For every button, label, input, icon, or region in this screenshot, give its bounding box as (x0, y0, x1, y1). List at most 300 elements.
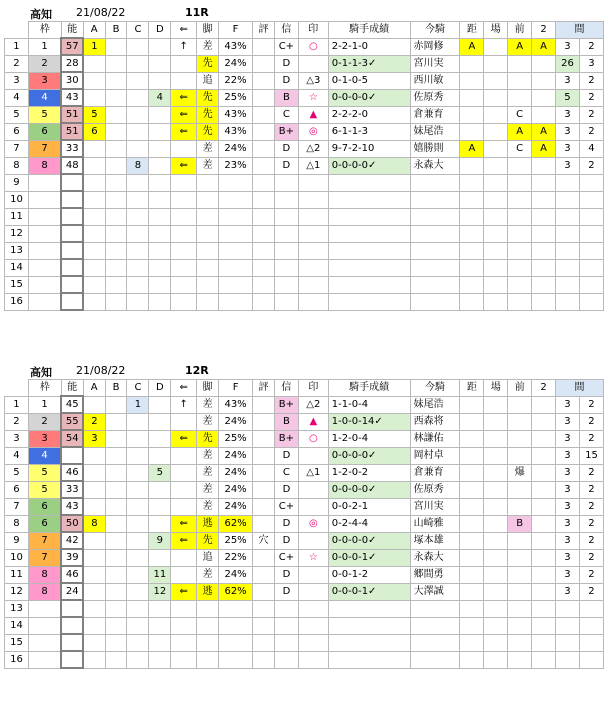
cell-ba (484, 515, 508, 532)
cell-mae (508, 498, 532, 515)
column-header: 間 (556, 380, 604, 397)
cell-kan1: 3 (556, 106, 580, 123)
cell-shin: B (274, 413, 298, 430)
cell-no: 3 (5, 72, 29, 89)
cell-empty (171, 259, 197, 276)
cell-empty (460, 293, 484, 310)
column-header (5, 380, 29, 397)
cell-empty (410, 634, 460, 651)
cell-empty (508, 600, 532, 617)
cell-empty (105, 651, 127, 668)
cell-arrow: ↑ (171, 38, 197, 55)
cell-ba (484, 89, 508, 106)
cell-kyori (460, 157, 484, 174)
cell-arrow: ⇐ (171, 157, 197, 174)
column-header: 前 (508, 380, 532, 397)
cell-kan2: 2 (579, 396, 603, 413)
cell-hyo (253, 157, 275, 174)
cell-empty (105, 617, 127, 634)
cell-jockey: 2-2-2-0 (328, 106, 410, 123)
cell-shin: C+ (274, 549, 298, 566)
cell-nou: 54 (61, 430, 83, 447)
cell-hyo (253, 123, 275, 140)
cell-empty (532, 225, 556, 242)
cell-mae (508, 532, 532, 549)
cell-empty (460, 651, 484, 668)
cell-mae (508, 55, 532, 72)
cell-empty (298, 634, 328, 651)
cell-nou: 33 (61, 140, 83, 157)
cell-b (105, 89, 127, 106)
cell-ba (484, 583, 508, 600)
cell-empty (197, 293, 219, 310)
cell-empty (219, 174, 253, 191)
cell-empty (83, 651, 105, 668)
cell-empty (579, 174, 603, 191)
cell-d: 9 (149, 532, 171, 549)
table-row (5, 106, 604, 123)
cell-arrow: ⇐ (171, 532, 197, 549)
cell-kan2: 2 (579, 481, 603, 498)
cell-empty (410, 174, 460, 191)
cell-empty (298, 208, 328, 225)
cell-empty (197, 174, 219, 191)
race-date: 21/08/22 (76, 364, 126, 377)
cell-no: 5 (5, 464, 29, 481)
cell-kyaku: 差 (197, 413, 219, 430)
cell-b (105, 106, 127, 123)
cell-empty (253, 225, 275, 242)
cell-empty (197, 259, 219, 276)
cell-empty (127, 259, 149, 276)
cell-ima: 岡村卓 (410, 447, 460, 464)
cell-c (127, 55, 149, 72)
cell-jockey: 1-2-0-4 (328, 430, 410, 447)
cell-empty (127, 174, 149, 191)
cell-empty (28, 174, 61, 191)
cell-empty (460, 600, 484, 617)
table-row (5, 430, 604, 447)
cell-shin: B+ (274, 396, 298, 413)
cell-kyaku: 逃 (197, 515, 219, 532)
cell-shirushi: △1 (298, 157, 328, 174)
cell-empty (410, 293, 460, 310)
cell-kyori (460, 583, 484, 600)
cell-kan1: 3 (556, 157, 580, 174)
cell-shirushi: △1 (298, 464, 328, 481)
cell-mae: 爆 (508, 464, 532, 481)
cell-empty (61, 174, 83, 191)
cell-empty (298, 617, 328, 634)
cell-d: 4 (149, 89, 171, 106)
cell-kyori (460, 72, 484, 89)
cell-empty (171, 617, 197, 634)
cell-mae (508, 157, 532, 174)
column-header: 枠 (28, 22, 61, 39)
cell-empty (197, 191, 219, 208)
cell-empty (532, 259, 556, 276)
cell-empty (328, 191, 410, 208)
cell-shirushi: ☆ (298, 549, 328, 566)
cell-f: 43% (219, 106, 253, 123)
cell-shin: D (274, 55, 298, 72)
cell-kyaku: 先 (197, 123, 219, 140)
cell-kan2: 2 (579, 549, 603, 566)
cell-jockey: 0-0-0-0✓ (328, 481, 410, 498)
cell-ima: 嬉勝則 (410, 140, 460, 157)
cell-a: 6 (83, 123, 105, 140)
cell-waku: 7 (28, 549, 61, 566)
cell-empty (219, 600, 253, 617)
cell-c (127, 515, 149, 532)
cell-d (149, 549, 171, 566)
cell-jockey: 0-0-0-0✓ (328, 532, 410, 549)
cell-empty (253, 617, 275, 634)
column-header: 脚 (197, 22, 219, 39)
cell-ba (484, 413, 508, 430)
cell-empty (149, 651, 171, 668)
cell-hyo (253, 447, 275, 464)
cell-empty (171, 651, 197, 668)
empty-row (5, 225, 604, 242)
cell-empty (508, 225, 532, 242)
cell-kan1: 3 (556, 430, 580, 447)
cell-hyo (253, 72, 275, 89)
cell-ba (484, 430, 508, 447)
cell-empty (328, 634, 410, 651)
cell-arrow (171, 481, 197, 498)
cell-shirushi: ○ (298, 38, 328, 55)
column-header: 評 (253, 22, 275, 39)
cell-empty (328, 293, 410, 310)
cell-empty (28, 208, 61, 225)
cell-empty (328, 276, 410, 293)
cell-empty (83, 276, 105, 293)
cell-empty (508, 634, 532, 651)
cell-ba (484, 532, 508, 549)
cell-no: 16 (5, 651, 29, 668)
cell-empty (149, 191, 171, 208)
cell-ni (532, 55, 556, 72)
table-row (5, 498, 604, 515)
cell-empty (274, 617, 298, 634)
cell-kyori (460, 106, 484, 123)
cell-arrow: ⇐ (171, 583, 197, 600)
cell-empty (484, 174, 508, 191)
cell-shin: B+ (274, 430, 298, 447)
cell-empty (274, 293, 298, 310)
cell-jockey: 0-0-0-0✓ (328, 157, 410, 174)
cell-kyaku: 差 (197, 396, 219, 413)
cell-shirushi: ◎ (298, 123, 328, 140)
cell-f: 62% (219, 583, 253, 600)
cell-empty (508, 651, 532, 668)
cell-ni (532, 515, 556, 532)
cell-empty (410, 276, 460, 293)
column-header: 脚 (197, 380, 219, 397)
cell-shirushi (298, 55, 328, 72)
cell-empty (149, 293, 171, 310)
cell-mae (508, 413, 532, 430)
cell-empty (484, 600, 508, 617)
cell-d (149, 498, 171, 515)
cell-no: 7 (5, 140, 29, 157)
cell-jockey: 1-1-0-4 (328, 396, 410, 413)
cell-nou: 48 (61, 157, 83, 174)
cell-kan1: 3 (556, 515, 580, 532)
cell-empty (219, 651, 253, 668)
cell-hyo (253, 583, 275, 600)
cell-empty (219, 634, 253, 651)
column-header: A (83, 380, 105, 397)
cell-a (83, 55, 105, 72)
cell-f: 25% (219, 89, 253, 106)
cell-kyori (460, 89, 484, 106)
cell-kyori: A (460, 140, 484, 157)
cell-ni: A (532, 123, 556, 140)
cell-ima: 塚本雄 (410, 532, 460, 549)
cell-b (105, 498, 127, 515)
cell-ni (532, 549, 556, 566)
cell-kan2: 2 (579, 38, 603, 55)
cell-empty (61, 225, 83, 242)
cell-kan1: 3 (556, 413, 580, 430)
column-header: 距 (460, 22, 484, 39)
cell-kan1: 3 (556, 481, 580, 498)
cell-ima: 山崎雅 (410, 515, 460, 532)
cell-hyo (253, 566, 275, 583)
cell-empty (83, 242, 105, 259)
empty-row (5, 617, 604, 634)
cell-empty (149, 242, 171, 259)
cell-ima: 大澤誠 (410, 583, 460, 600)
cell-hyo (253, 55, 275, 72)
column-header: D (149, 380, 171, 397)
cell-empty (127, 600, 149, 617)
cell-kan2: 2 (579, 532, 603, 549)
column-header: A (83, 22, 105, 39)
cell-ima: 赤岡修 (410, 38, 460, 55)
cell-shin: C+ (274, 38, 298, 55)
cell-arrow (171, 498, 197, 515)
cell-kyori (460, 481, 484, 498)
table-row (5, 413, 604, 430)
cell-kan1: 3 (556, 532, 580, 549)
cell-empty (105, 634, 127, 651)
cell-shirushi (298, 481, 328, 498)
cell-no: 2 (5, 413, 29, 430)
cell-empty (532, 208, 556, 225)
cell-shirushi: ▲ (298, 106, 328, 123)
cell-shin: D (274, 481, 298, 498)
cell-waku: 8 (28, 157, 61, 174)
cell-c (127, 498, 149, 515)
cell-ni: A (532, 140, 556, 157)
cell-d (149, 396, 171, 413)
cell-nou: 45 (61, 396, 83, 413)
cell-shin: B (274, 89, 298, 106)
cell-empty (127, 617, 149, 634)
cell-hyo (253, 515, 275, 532)
cell-ni (532, 481, 556, 498)
cell-hyo (253, 140, 275, 157)
cell-nou: 43 (61, 498, 83, 515)
cell-ni (532, 430, 556, 447)
cell-empty (171, 634, 197, 651)
cell-kyaku: 差 (197, 498, 219, 515)
cell-no: 9 (5, 532, 29, 549)
cell-empty (219, 617, 253, 634)
cell-ba (484, 72, 508, 89)
cell-b (105, 55, 127, 72)
cell-kyori (460, 55, 484, 72)
cell-f: 24% (219, 498, 253, 515)
cell-jockey: 6-1-1-3 (328, 123, 410, 140)
cell-ni (532, 464, 556, 481)
cell-c (127, 123, 149, 140)
cell-waku: 6 (28, 515, 61, 532)
cell-empty (253, 259, 275, 276)
column-header: 前 (508, 22, 532, 39)
cell-empty (253, 174, 275, 191)
cell-empty (127, 651, 149, 668)
cell-empty (532, 191, 556, 208)
cell-empty (328, 174, 410, 191)
cell-kan1: 26 (556, 55, 580, 72)
cell-empty (484, 242, 508, 259)
cell-ni (532, 583, 556, 600)
cell-empty (556, 600, 580, 617)
cell-empty (83, 617, 105, 634)
cell-waku: 4 (28, 447, 61, 464)
cell-empty (105, 191, 127, 208)
cell-empty (274, 225, 298, 242)
cell-kyori (460, 549, 484, 566)
cell-empty (105, 293, 127, 310)
cell-nou: 46 (61, 566, 83, 583)
cell-empty (328, 651, 410, 668)
cell-b (105, 140, 127, 157)
cell-empty (127, 191, 149, 208)
cell-no: 1 (5, 396, 29, 413)
race-header (4, 2, 604, 21)
cell-c (127, 140, 149, 157)
cell-jockey: 1-0-0-14✓ (328, 413, 410, 430)
cell-no: 10 (5, 191, 29, 208)
cell-f: 43% (219, 123, 253, 140)
cell-shirushi (298, 583, 328, 600)
cell-kyaku: 先 (197, 532, 219, 549)
cell-a (83, 140, 105, 157)
cell-waku: 5 (28, 464, 61, 481)
cell-c (127, 38, 149, 55)
cell-empty (149, 259, 171, 276)
cell-ba (484, 55, 508, 72)
cell-shin: D (274, 140, 298, 157)
cell-empty (508, 242, 532, 259)
cell-no: 6 (5, 481, 29, 498)
cell-d (149, 55, 171, 72)
cell-b (105, 532, 127, 549)
cell-ni (532, 106, 556, 123)
cell-hyo (253, 106, 275, 123)
cell-empty (460, 225, 484, 242)
cell-empty (28, 600, 61, 617)
cell-no: 15 (5, 276, 29, 293)
cell-empty (105, 225, 127, 242)
cell-shin: D (274, 157, 298, 174)
cell-waku: 3 (28, 72, 61, 89)
cell-waku: 7 (28, 140, 61, 157)
cell-shin: D (274, 532, 298, 549)
table-row (5, 157, 604, 174)
column-header: ⇐ (171, 380, 197, 397)
column-header: 間 (556, 22, 604, 39)
cell-kan2: 2 (579, 123, 603, 140)
cell-kyori (460, 532, 484, 549)
cell-shin: D (274, 447, 298, 464)
cell-shirushi (298, 532, 328, 549)
cell-f: 25% (219, 430, 253, 447)
cell-kyori (460, 430, 484, 447)
cell-ni (532, 498, 556, 515)
cell-empty (28, 242, 61, 259)
cell-hyo (253, 498, 275, 515)
cell-empty (127, 634, 149, 651)
cell-empty (532, 276, 556, 293)
cell-empty (171, 242, 197, 259)
race-number: 11R (185, 6, 209, 19)
cell-no: 12 (5, 583, 29, 600)
cell-empty (171, 276, 197, 293)
cell-empty (28, 276, 61, 293)
cell-empty (532, 600, 556, 617)
table-row (5, 72, 604, 89)
cell-empty (460, 208, 484, 225)
cell-empty (298, 276, 328, 293)
cell-nou (61, 447, 83, 464)
cell-shirushi: △2 (298, 140, 328, 157)
cell-empty (127, 208, 149, 225)
cell-waku: 6 (28, 498, 61, 515)
cell-jockey: 0-0-0-1✓ (328, 549, 410, 566)
cell-empty (298, 174, 328, 191)
cell-empty (556, 617, 580, 634)
cell-empty (83, 174, 105, 191)
cell-shirushi: △2 (298, 396, 328, 413)
cell-empty (410, 225, 460, 242)
cell-a: 5 (83, 106, 105, 123)
cell-waku: 5 (28, 106, 61, 123)
cell-nou: 46 (61, 464, 83, 481)
cell-ni (532, 157, 556, 174)
cell-empty (171, 174, 197, 191)
cell-a (83, 481, 105, 498)
cell-kan2: 2 (579, 413, 603, 430)
cell-ba (484, 396, 508, 413)
cell-nou: 24 (61, 583, 83, 600)
column-header: 場 (484, 22, 508, 39)
cell-empty (197, 276, 219, 293)
cell-ima: 永森大 (410, 549, 460, 566)
cell-kyori (460, 498, 484, 515)
cell-arrow (171, 72, 197, 89)
cell-waku: 4 (28, 89, 61, 106)
cell-shirushi (298, 566, 328, 583)
cell-empty (253, 208, 275, 225)
cell-empty (484, 225, 508, 242)
cell-jockey: 9-7-2-10 (328, 140, 410, 157)
